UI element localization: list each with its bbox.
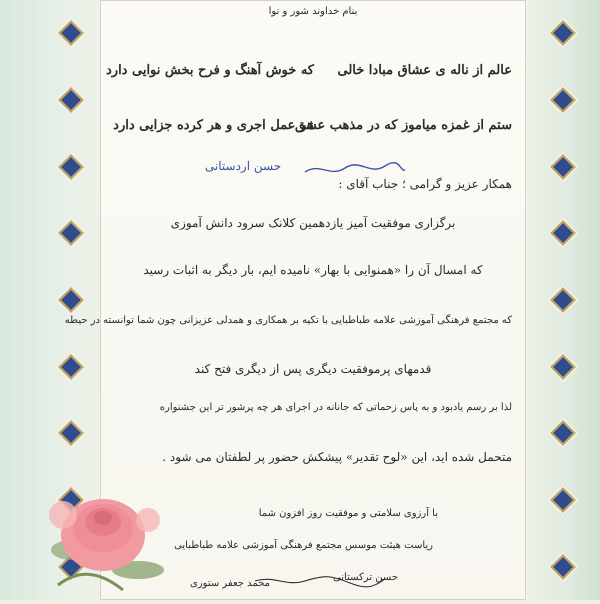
- certificate-title: بنام خداوند شور و نوا: [268, 6, 358, 17]
- steps-line: قدمهای پرموفقیت دیگری پس از دیگری فتح کند: [194, 362, 432, 376]
- ornament-diamond-icon: [58, 354, 83, 379]
- ornament-diamond-icon: [58, 87, 83, 112]
- ornament-diamond-icon: [550, 154, 575, 179]
- signer-org-line: ریاست هیئت موسس مجتمع فرهنگی آموزشی علامه طباطبایی: [174, 540, 433, 551]
- duty-line: لذا بر رسم یادبود و به پاس زحماتی که جانانه در اجرای هر چه پرشور تر این جشنواره: [159, 402, 512, 413]
- ornament-diamond-icon: [550, 354, 575, 379]
- ornament-diamond-icon: [58, 421, 83, 446]
- event-line: برگزاری موفقیت آمیز یازدهمین کلانک سرود دانش آموزی: [170, 216, 456, 230]
- award-line: متحمل شده اید، این «لوح تقدیر» پیشکش حضور پر لطفتان می شود .: [162, 450, 512, 464]
- recipient-name: حسن اردستانی: [204, 159, 282, 173]
- poem-line1-right: عالم از ناله ی عشاق مبادا خالی: [337, 63, 512, 78]
- ornament-diamond-icon: [58, 21, 83, 46]
- signer1-line: حسن ترکستانی: [332, 572, 398, 583]
- ornament-diamond-icon: [550, 21, 575, 46]
- wish-line: با آرزوی سلامتی و موفقیت روز افزون شما: [258, 508, 438, 519]
- signature-icon: [300, 160, 410, 180]
- ornament-diamond-icon: [550, 487, 575, 512]
- ornament-diamond-icon: [550, 287, 575, 312]
- ornament-diamond-icon: [550, 554, 575, 579]
- ornament-diamond-icon: [58, 154, 83, 179]
- signature-icon: [250, 571, 390, 591]
- rose-icon: [28, 450, 178, 600]
- poem-line1-left: که خوش آهنگ و فرح بخش نوایی دارد: [106, 63, 314, 78]
- recipient-prefix: همکار عزیز و گرامی ؛ جناب آقای :: [338, 177, 512, 191]
- poem-line2-right: ستم از غمزه میاموز که در مذهب عشق: [295, 118, 512, 133]
- signer2-line: محمد جعفر ستوری: [190, 578, 270, 589]
- ornament-diamond-icon: [58, 287, 83, 312]
- ornament-diamond-icon: [550, 221, 575, 246]
- right-ornament-column: [552, 0, 574, 600]
- ornament-diamond-icon: [58, 221, 83, 246]
- ornament-diamond-icon: [550, 421, 575, 446]
- ornament-diamond-icon: [550, 87, 575, 112]
- school-line: که مجتمع فرهنگی آموزشی علامه طباطبایی با تکیه بر همکاری و همدلی عزیزانی چون شما توانسته در حیطه: [64, 315, 512, 326]
- poem-line2-left: هر عمل اجری و هر کرده جزایی دارد: [113, 118, 314, 133]
- event-title-line: که امسال آن را «همنوایی با بهار» نامیده ایم، بار دیگر به اثبات رسید: [143, 263, 483, 277]
